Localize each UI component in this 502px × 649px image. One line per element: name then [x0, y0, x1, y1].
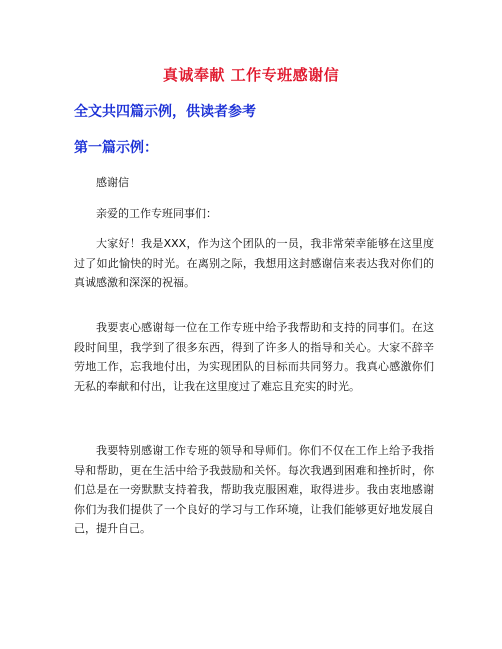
section-heading: 第一篇示例：	[74, 140, 158, 156]
intro-heading: 全文共四篇示例，供读者参考	[74, 104, 256, 120]
document-title: 真诚奉献 工作专班感谢信	[162, 66, 340, 84]
body-paragraph-3: 我要特别感谢工作专班的领导和导师们。你们不仅在工作上给予我指导和帮助，更在生活中给予我鼓励和关怀。每次我遇到困难和挫折时，你们总是在一旁默默支持着我，帮助我克服困难，取得进步。我由衷地感谢你们为我们提供了一个良好的学习与工作环境，让我们能够更好地发展自己，提升自己。	[74, 444, 434, 535]
body-paragraph-1: 大家好！我是XXX，作为这个团队的一员，我非常荣幸能够在这里度过了如此愉快的时光。在离别之际，我想用这封感谢信来表达我对你们的真诚感激和深深的祝福。	[74, 237, 434, 289]
letter-salutation: 感谢信	[96, 176, 129, 189]
letter-greeting: 亲爱的工作专班同事们：	[96, 207, 217, 220]
body-paragraph-2: 我要衷心感谢每一位在工作专班中给予我帮助和支持的同事们。在这段时间里，我学到了很多东西，得到了许多人的指导和关心。大家不辞辛劳地工作，忘我地付出，为实现团队的目标而共同努力。我真心感激你们无私的奉献和付出，让我在这里度过了难忘且充实的时光。	[74, 321, 434, 393]
